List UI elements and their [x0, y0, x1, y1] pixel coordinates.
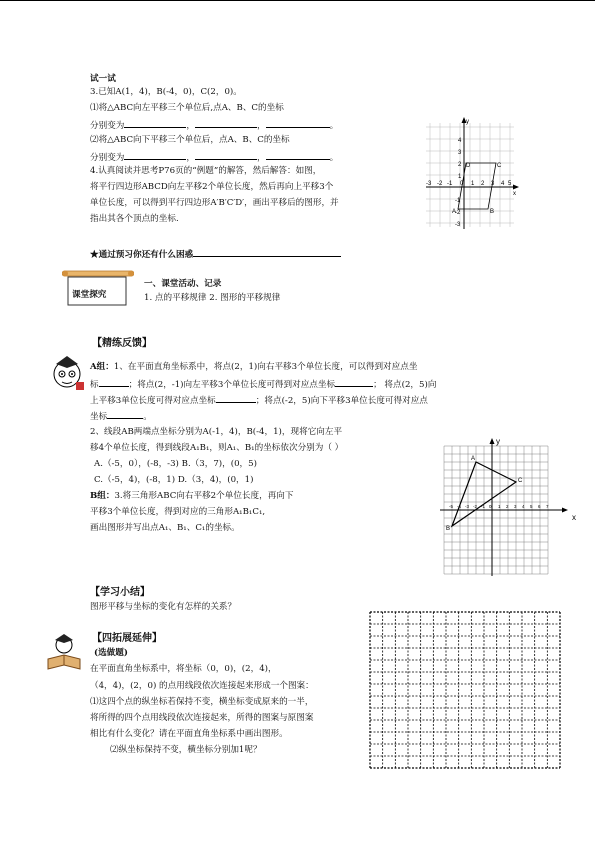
student-cartoon-icon: [48, 352, 86, 392]
blank-coordinate-grid[interactable]: [368, 610, 562, 770]
b3-line1: B组：3.将三角形ABC向右平移2个单位长度，再向下: [90, 491, 294, 501]
graph2-y-label: y: [496, 438, 500, 446]
x-tick: 1: [471, 181, 475, 187]
x-tick: -1: [447, 181, 453, 187]
classroom-items: 1. 点的平移规律 2. 图形的平移规律: [144, 293, 281, 303]
try-title: 试一试: [90, 74, 116, 84]
classroom-badge: 课堂探究: [72, 290, 107, 300]
x-tick: 3: [491, 181, 495, 187]
q4-line2: 将平行四边形ABCD向左平移2个单位长度，然后再向上平移3个: [90, 182, 334, 192]
ext-line5: 相比有什么变化？请在平面直角坐标系中画出图形。: [90, 729, 288, 739]
graph1-x-label: x: [513, 191, 516, 197]
classroom-heading: 一、课堂活动、记录: [144, 279, 222, 289]
extension-optional: (选做题): [94, 648, 128, 658]
graph-triangle: [440, 438, 582, 578]
x-tick: 0: [460, 181, 464, 187]
x-tick: 4: [501, 181, 505, 187]
point-B: B: [490, 209, 495, 215]
top-border: [0, 0, 595, 1]
x-tick: 4: [522, 504, 525, 509]
ext-line6: ⑵纵坐标保持不变，横坐标分别加1呢？: [110, 745, 262, 755]
answer-blank[interactable]: [99, 378, 129, 387]
ext-line1: 在平面直角坐标系中，将坐标（0，0)，(2，4)，: [90, 664, 277, 674]
y-tick: -3: [455, 222, 461, 228]
x-tick: -4: [457, 504, 462, 509]
point-C: C: [518, 478, 523, 484]
b3-line2: 平移3个单位长度，得到对应的三角形A₁B₁C₁,: [90, 507, 266, 517]
answer-blank[interactable]: [107, 410, 143, 419]
a2-line2: 移4个单位长度，得到线段A₁B₁，则A₁、B₁的坐标依次分别为（ ）: [90, 443, 344, 453]
a1-line4: 坐标 。: [90, 412, 152, 422]
x-tick: -3: [426, 181, 432, 187]
x-tick: 6: [538, 504, 541, 509]
q4-line3: 单位长度，可以得到平行四边形A′B′C′D′，画出平移后的图形，并: [90, 198, 339, 208]
ext-line2: （4，4)，(2，0) 的点用线段依次连接起来形成一个图案：: [90, 681, 314, 691]
practice-title: 【精练反馈】: [92, 338, 152, 349]
a1-line3: 上平移3单位长度可得对应点坐标 ；将点(-2，5)向下平移3单位长度可得对应点: [90, 396, 428, 406]
summary-title: 【学习小结】: [90, 587, 150, 598]
x-tick: -5: [449, 504, 454, 509]
a2-options-cd: C.（-5，4)，(-8，1) D.（3，4)，(0，1): [94, 475, 254, 485]
x-tick: -2: [473, 504, 478, 509]
y-tick: -1: [455, 198, 461, 204]
graph-parallelogram: [424, 117, 520, 231]
y-tick: 3: [458, 150, 462, 156]
q3-part2-answers: 分别变为 ， ， 。: [90, 153, 339, 163]
answer-blank[interactable]: [335, 378, 373, 387]
a2-line1: 2、线段AB两端点坐标分别为A(-1，4)，B(-4，1)，现将它向左平: [90, 427, 343, 437]
graph2-x-label: x: [572, 513, 576, 522]
x-tick: -3: [465, 504, 470, 509]
x-tick: 5: [508, 181, 512, 187]
x-tick: 5: [530, 504, 533, 509]
a1-line2: 标 ；将点(2，-1)向左平移3个单位长度可得到对应点坐标 ； 将点(2，5)向: [90, 380, 437, 390]
point-A: A: [452, 209, 457, 215]
y-tick: 2: [458, 162, 462, 168]
answer-blank[interactable]: [195, 119, 257, 128]
extension-title: 【四拓展延伸】: [92, 633, 162, 644]
point-A: A: [471, 456, 476, 462]
answer-blank[interactable]: [266, 119, 330, 128]
x-tick: -2: [437, 181, 443, 187]
preview-question: ★通过预习你还有什么困惑: [90, 248, 341, 261]
summary-question: 图形平移与坐标的变化有怎样的关系？: [90, 602, 237, 612]
q4-line4: 指出其各个顶点的坐标.: [90, 214, 179, 224]
a2-options-ab: A.（-5，0），(-8，-3) B.（3，7)，(0，5): [94, 459, 257, 469]
q3-part1-answers: 分别变为 ， ， 。: [90, 121, 339, 131]
ext-line3: ⑴这四个点的纵坐标若保持不变，横坐标变成原来的一半，: [90, 697, 314, 707]
b3-line3: 画出图形并写出点A₁、B₁、C₁的坐标。: [90, 523, 240, 533]
y-tick: 1: [458, 174, 462, 180]
graph1-y-label: y: [466, 119, 469, 125]
x-tick: 1: [498, 504, 501, 509]
ext-line4: 将所得的四个点用线段依次连接起来，所得的图案与原图案: [90, 713, 314, 723]
answer-blank[interactable]: [124, 151, 186, 160]
x-tick: 0: [489, 504, 492, 509]
answer-blank[interactable]: [195, 151, 257, 160]
point-C: C: [497, 163, 502, 169]
point-B: B: [446, 526, 451, 532]
x-tick: 7: [546, 504, 549, 509]
a1-line1: A组：1、在平面直角坐标系中，将点(2，1)向右平移3个单位长度，可以得到对应点坐: [90, 362, 418, 372]
x-tick: 3: [514, 504, 517, 509]
x-tick: -1: [481, 504, 486, 509]
q3-part1: ⑴将△ABC向左平移三个单位后,点A、B、C的坐标: [90, 103, 284, 113]
q3-line1: 3.已知A(1，4)，B(-4，0)，C(2，0)。: [90, 87, 242, 97]
point-D: D: [466, 163, 471, 169]
answer-blank[interactable]: [216, 394, 256, 403]
reading-student-icon: [44, 633, 84, 671]
answer-blank[interactable]: [124, 119, 186, 128]
y-tick: 4: [458, 138, 462, 144]
x-tick: 2: [506, 504, 509, 509]
answer-blank[interactable]: [266, 151, 330, 160]
answer-blank[interactable]: [193, 248, 341, 257]
q4-line1: 4.认真阅读并思考P76页的“例题”的解答，然后解答：如图，: [90, 166, 322, 176]
q3-part2: ⑵将△ABC向下平移三个单位后，点A、B、C的坐标: [90, 135, 290, 145]
x-tick: 2: [481, 181, 485, 187]
y-tick: -2: [455, 210, 461, 216]
